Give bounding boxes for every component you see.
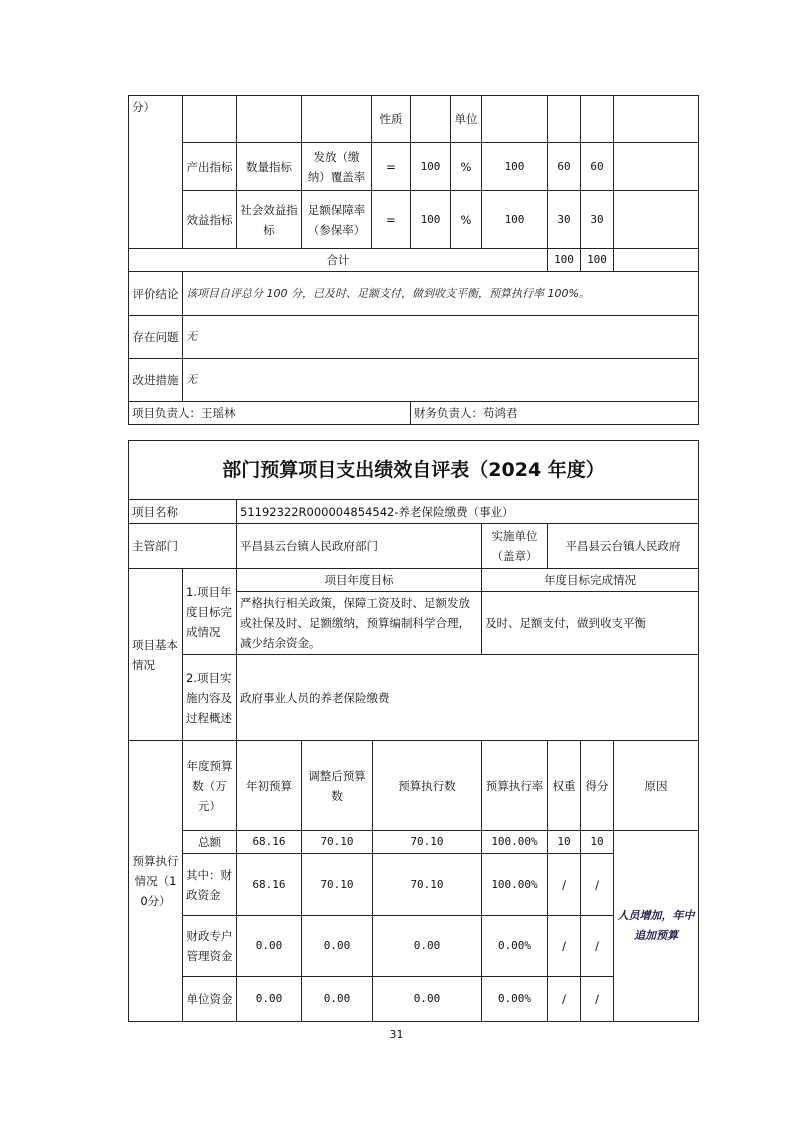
goal-section-label: 1.项目年度目标完成情况 xyxy=(183,569,237,655)
indicator-score: 60 xyxy=(581,143,614,191)
execution-rate: 0.00% xyxy=(482,916,548,977)
indicator-target: 100 xyxy=(411,191,451,249)
unit-value: 平昌县云台镇人民政府 xyxy=(548,524,699,569)
budget-label: 预算执行情况（10分） xyxy=(129,741,183,1022)
project-lead: 项目负责人：王瑶林 xyxy=(129,402,411,425)
execution-rate: 100.00% xyxy=(482,854,548,916)
table-row xyxy=(129,831,699,854)
indicator-reason xyxy=(614,143,699,191)
execution-rate: 100.00% xyxy=(482,831,548,854)
improve-label: 改进措施 xyxy=(129,359,183,402)
budget-header: 预算执行率 xyxy=(482,741,548,831)
budget-header: 年度预算数（万元） xyxy=(183,741,237,831)
problems-label: 存在问题 xyxy=(129,316,183,359)
executed-budget: 70.10 xyxy=(373,854,482,916)
problems-text: 无 xyxy=(183,316,699,359)
weight: / xyxy=(548,916,581,977)
goal-text: 严格执行相关政策，保障工资及时、足额发放或社保及时、足额缴纳，预算编制科学合理，减少结余资金。 xyxy=(237,592,482,655)
initial-budget: 0.00 xyxy=(237,916,302,977)
weight: / xyxy=(548,977,581,1022)
table-row xyxy=(129,916,699,977)
content-text: 政府事业人员的养老保险缴费 xyxy=(237,655,699,741)
indicator-nature: = xyxy=(372,143,411,191)
score-label-tail: 分） xyxy=(129,96,183,249)
indicator-reason xyxy=(614,191,699,249)
table-row xyxy=(129,977,699,1022)
table-row xyxy=(129,191,699,249)
header-unit: 单位 xyxy=(451,96,482,143)
self-evaluation-form xyxy=(128,440,699,1022)
total-label: 合计 xyxy=(129,249,548,272)
weight: / xyxy=(548,854,581,916)
conclusion-label: 评价结论 xyxy=(129,272,183,316)
indicator-target: 100 xyxy=(411,143,451,191)
budget-header: 调整后预算数 xyxy=(302,741,373,831)
budget-header: 原因 xyxy=(614,741,699,831)
indicator-actual: 100 xyxy=(482,143,548,191)
adjusted-budget: 0.00 xyxy=(302,977,373,1022)
score: / xyxy=(581,977,614,1022)
table-row xyxy=(129,143,699,191)
page-number: 31 xyxy=(389,1028,404,1041)
unit-label: 实施单位（盖章） xyxy=(482,524,548,569)
indicator-score: 30 xyxy=(581,191,614,249)
conclusion-text: 该项目自评总分 100 分，已及时、足额支付，做到收支平衡，预算执行率 100%。 xyxy=(183,272,699,316)
header-nature: 性质 xyxy=(372,96,411,143)
indicator-unit: % xyxy=(451,143,482,191)
budget-row-label: 其中：财政资金 xyxy=(183,854,237,916)
indicator-unit: % xyxy=(451,191,482,249)
initial-budget: 0.00 xyxy=(237,977,302,1022)
total-score: 100 xyxy=(581,249,614,272)
adjusted-budget: 70.10 xyxy=(302,854,373,916)
executed-budget: 0.00 xyxy=(373,916,482,977)
executed-budget: 70.10 xyxy=(373,831,482,854)
level1-indicator: 产出指标 xyxy=(183,143,237,191)
indicator-nature: = xyxy=(372,191,411,249)
score: 10 xyxy=(581,831,614,854)
budget-header: 权重 xyxy=(548,741,581,831)
level2-indicator: 数量指标 xyxy=(237,143,302,191)
table-row xyxy=(129,854,699,916)
budget-header: 预算执行数 xyxy=(373,741,482,831)
indicator-actual: 100 xyxy=(482,191,548,249)
score: / xyxy=(581,854,614,916)
reason-text: 人员增加，年中追加预算 xyxy=(614,831,699,1022)
level2-indicator: 社会效益指标 xyxy=(237,191,302,249)
level1-indicator: 效益指标 xyxy=(183,191,237,249)
adjusted-budget: 0.00 xyxy=(302,916,373,977)
completion-header: 年度目标完成情况 xyxy=(482,569,699,592)
initial-budget: 68.16 xyxy=(237,831,302,854)
basic-info-label: 项目基本情况 xyxy=(129,569,183,741)
indicator-name: 足额保障率（参保率） xyxy=(302,191,372,249)
weight: 10 xyxy=(548,831,581,854)
goal-header: 项目年度目标 xyxy=(237,569,482,592)
indicator-weight: 60 xyxy=(548,143,581,191)
budget-row-label: 总额 xyxy=(183,831,237,854)
finance-lead: 财务负责人：苟鸿君 xyxy=(411,402,699,425)
budget-header: 得分 xyxy=(581,741,614,831)
indicator-weight: 30 xyxy=(548,191,581,249)
dept-label: 主管部门 xyxy=(129,524,237,569)
executed-budget: 0.00 xyxy=(373,977,482,1022)
project-name-label: 项目名称 xyxy=(129,500,237,524)
initial-budget: 68.16 xyxy=(237,854,302,916)
budget-header: 年初预算 xyxy=(237,741,302,831)
indicator-name: 发放（缴纳）覆盖率 xyxy=(302,143,372,191)
score: / xyxy=(581,916,614,977)
budget-row-label: 单位资金 xyxy=(183,977,237,1022)
budget-row-label: 财政专户管理资金 xyxy=(183,916,237,977)
improve-text: 无 xyxy=(183,359,699,402)
project-name: 51192322R000004854542-养老保险缴费（事业） xyxy=(237,500,699,524)
content-label: 2.项目实施内容及过程概述 xyxy=(183,655,237,741)
execution-rate: 0.00% xyxy=(482,977,548,1022)
total-weight: 100 xyxy=(548,249,581,272)
performance-indicator-table xyxy=(128,95,699,425)
dept-value: 平昌县云台镇人民政府部门 xyxy=(237,524,482,569)
adjusted-budget: 70.10 xyxy=(302,831,373,854)
completion-text: 及时、足额支付，做到收支平衡 xyxy=(482,592,699,655)
form-title: 部门预算项目支出绩效自评表（2024 年度） xyxy=(129,441,699,500)
